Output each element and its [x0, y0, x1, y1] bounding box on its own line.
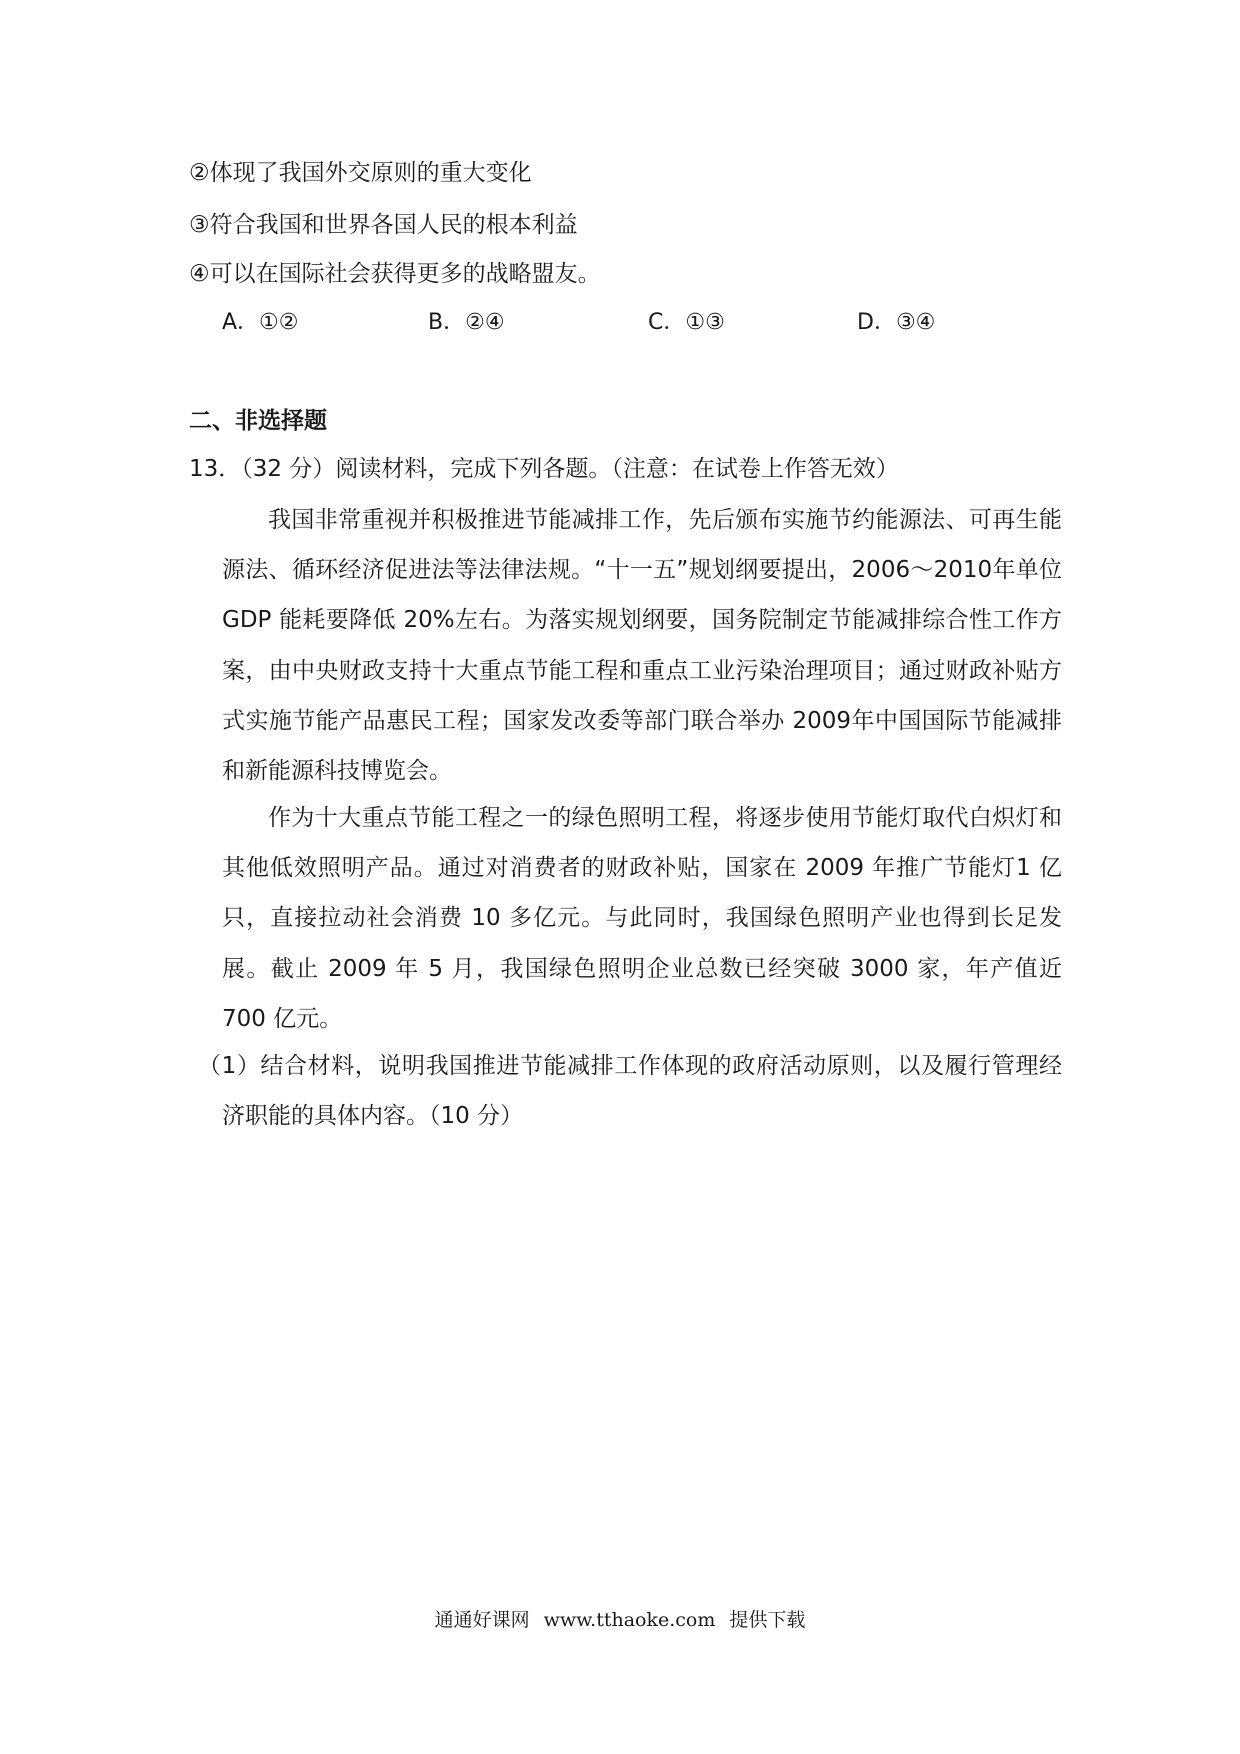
footer-site-name: 通通好课网: [434, 1609, 530, 1631]
statement-2: ②体现了我国外交原则的重大变化: [189, 160, 532, 186]
option-a: A．①②: [222, 310, 299, 335]
footer-suffix: 提供下载: [729, 1609, 806, 1631]
option-b: B．②④: [428, 310, 505, 335]
material-paragraph-2: 作为十大重点节能工程之一的绿色照明工程，将逐步使用节能灯取代白炽灯和其他低效照明产品。通过对消费者的财政补贴，国家在 2009 年推广节能灯1 亿只，直接拉动社会消费 10 多亿元。与此同时，我国绿色照明产业也得到长足发展。截止 2009 年 5 月，我国绿色照明企业总数已经突破 3000 家，年产值近 700 亿元。: [222, 805, 1062, 1032]
page-footer: [0, 1607, 1240, 1633]
option-c: C．①③: [648, 310, 725, 335]
question-header: 13．（32 分）阅读材料，完成下列各题。（注意：在试卷上作答无效）: [189, 456, 899, 482]
statement-4: ④可以在国际社会获得更多的战略盟友。: [189, 261, 601, 287]
option-d: D．③④: [857, 310, 936, 335]
material-paragraph-1: 我国非常重视并积极推进节能减排工作，先后颁布实施节约能源法、可再生能源法、循环经济促进法等法律法规。“十一五”规划纲要提出，2006～2010年单位 GDP 能耗要降低 20%左右。为落实规划纲要，国务院制定节能减排综合性工作方案，由中央财政支持十大重点节能工程和重点工业污染治理项目；通过财政补贴方式实施节能产品惠民工程；国家发改委等部门联合举办 2009年中国国际节能减排和新能源科技博览会。: [222, 507, 1062, 785]
section-title: 二、非选择题: [189, 408, 327, 434]
subquestion-1: （1）结合材料，说明我国推进节能减排工作体现的政府活动原则，以及履行管理经济职能的具体内容。（10 分）: [198, 1053, 1062, 1129]
footer-url[interactable]: www.tthaoke.com: [543, 1609, 716, 1631]
statement-3: ③符合我国和世界各国人民的根本利益: [189, 212, 578, 238]
